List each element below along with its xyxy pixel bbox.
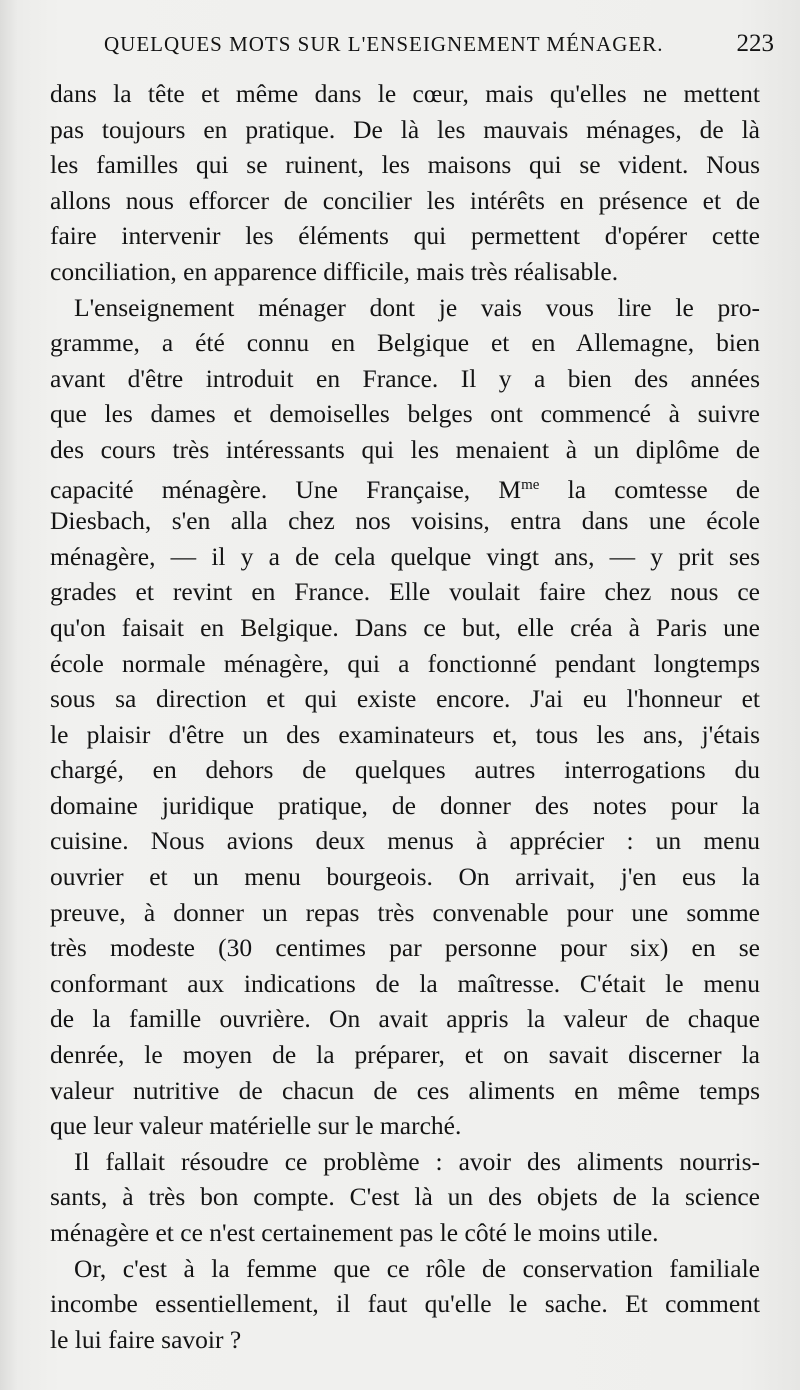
text-line: le lui faire savoir ?: [50, 1324, 242, 1354]
text-line: domaine juridique pratique, de donner des notes pour la: [50, 790, 760, 820]
text-line: qu'on faisait en Belgique. Dans ce but, elle créa à Paris une: [50, 612, 760, 642]
page-header: [104, 32, 774, 68]
text-line: faire intervenir les éléments qui permettent d'opérer cette: [50, 221, 760, 251]
text-line: sous sa direction et qui existe encore. J'ai eu l'honneur et: [50, 684, 760, 714]
body-text: [50, 76, 760, 1357]
text-line: [50, 468, 760, 504]
text-line: Il fallait résoudre ce problème : avoir des aliments nourris-: [74, 1146, 760, 1176]
text-line: ouvrier et un menu bourgeois. On arrivait, j'en eus la: [50, 862, 760, 892]
text-line: Diesbach, s'en alla chez nos voisins, entra dans une école: [50, 506, 760, 536]
text-line: conformant aux indications de la maîtresse. C'était le menu: [50, 968, 760, 998]
text-line: dans la tête et même dans le cœur, mais qu'elles ne mettent: [50, 79, 760, 108]
page-number: 223: [736, 30, 774, 57]
text-line: de la famille ouvrière. On avait appris la valeur de chaque: [50, 1004, 760, 1034]
text-fragment: capacité ménagère. Une Française, M: [50, 474, 522, 504]
text-line: très modeste (30 centimes par personne pour six) en se: [50, 933, 760, 963]
text-line: L'enseignement ménager dont je vais vous lire le pro-: [74, 292, 760, 322]
text-line: pas toujours en pratique. De là les mauvais ménages, de là: [50, 114, 760, 144]
text-line: chargé, en dehors de quelques autres interrogations du: [50, 755, 760, 785]
text-line: valeur nutritive de chacun de ces aliments en même temps: [50, 1075, 760, 1105]
text-line: des cours très intéressants qui les menaient à un diplôme de: [50, 434, 760, 464]
text-line: cuisine. Nous avions deux menus à apprécier : un menu: [50, 826, 760, 856]
text-line: incombe essentiellement, il faut qu'elle le sache. Et comment: [50, 1289, 760, 1319]
text-line: preuve, à donner un repas très convenable pour une somme: [50, 897, 760, 927]
text-fragment: la comtesse de: [539, 474, 760, 504]
text-line: le plaisir d'être un des examinateurs et, tous les ans, j'étais: [50, 719, 760, 749]
text-line: ménagère et ce n'est certainement pas le côté le moins utile.: [50, 1218, 659, 1247]
text-line: ménagère, — il y a de cela quelque vingt ans, — y prit ses: [50, 541, 760, 571]
text-line: allons nous efforcer de concilier les intérêts en présence et de: [50, 185, 760, 215]
text-line: grades et revint en France. Elle voulait faire chez nous ce: [50, 577, 760, 607]
text-line: conciliation, en apparence difficile, mais très réalisable.: [50, 256, 619, 286]
text-line: les familles qui se ruinent, les maisons qui se vident. Nous: [50, 150, 760, 180]
running-title: QUELQUES MOTS SUR L'ENSEIGNEMENT MÉNAGER.: [104, 32, 664, 56]
text-line: denrée, le moyen de la préparer, et on savait discerner la: [50, 1040, 760, 1070]
superscript: me: [521, 476, 540, 493]
text-line: école normale ménagère, qui a fonctionné pendant longtemps: [50, 648, 760, 678]
text-line: que leur valeur matérielle sur le marché.: [50, 1111, 462, 1141]
text-line: que les dames et demoiselles belges ont commencé à suivre: [50, 399, 760, 429]
text-line: sants, à très bon compte. C'est là un des objets de la science: [50, 1182, 760, 1212]
text-line: Or, c'est à la femme que ce rôle de conservation familiale: [74, 1253, 760, 1283]
text-line: gramme, a été connu en Belgique et en Allemagne, bien: [50, 328, 760, 358]
text-line: avant d'être introduit en France. Il y a bien des années: [50, 363, 760, 393]
